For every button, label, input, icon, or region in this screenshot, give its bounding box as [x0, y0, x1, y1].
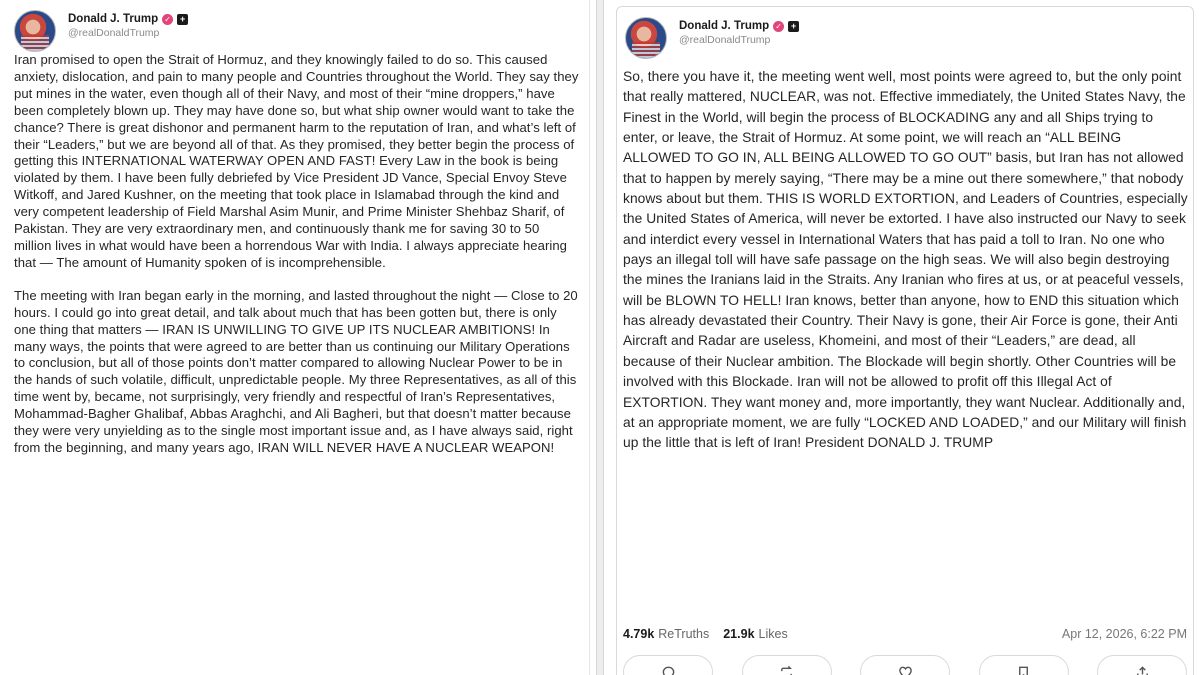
like-button[interactable] — [860, 655, 950, 675]
author-handle[interactable]: @realDonaldTrump — [679, 34, 771, 46]
share-button[interactable] — [1097, 655, 1187, 675]
plus-badge-icon: + — [177, 14, 188, 25]
post-paragraph: So, there you have it, the meeting went well, most points were agreed to, but the only point that really mattered, NUCLEAR, was not. Effective immediately, the United States Navy, the Finest in the World, will begin the process of BLOCKADING any and all Ships trying to enter, or leave, the Strait of Hormuz. At some point, we will reach an “ALL BEING ALLOWED TO GO IN, ALL BEING ALLOWED TO GO OUT” basis, but Iran has not allowed that to happen by merely saying, “There may be a mine out there somewhere,” that nobody knows about but them. THIS IS WORLD EXTORTION, and Leaders of Countries, especially the United States of America, will never be extorted. I have also instructed our Navy to seek and interdict every vessel in International Waters that has paid a toll to Iran. No one who pays an illegal toll will have safe passage on the high seas. We will also begin destroying the mines the Iranians laid in the Straits. Any Iranian who fires at us, or at peaceful vessels, will be BLOWN TO HELL! Iran knows, better than anyone, how to END this situation which has already devastated their Country. Their Navy is gone, their Air Force is gone, their Anti Aircraft and Radar are useless, Khomeini, and most of their “Leaders,” are dead, all because of their Nuclear ambition. The Blockade will begin shortly. Other Countries will be involved with this Blockade. Iran will not be allowed to profit off this Illegal Act of EXTORTION. They want money and, more importantly, they want Nuclear. Additionally and, at an appropriate moment, we are fully “LOCKED AND LOADED,” and our Military will finish up the little that is left of Iran! President DONALD J. TRUMP — [623, 69, 1188, 451]
likes-label[interactable]: Likes — [758, 627, 788, 641]
bookmark-button[interactable] — [979, 655, 1069, 675]
post-header — [14, 10, 188, 52]
heart-icon — [898, 665, 913, 675]
post-body — [623, 67, 1189, 454]
author-info — [679, 19, 799, 47]
reply-icon — [661, 665, 676, 675]
post-actions — [623, 655, 1187, 675]
verified-badge-icon: ✓ — [162, 14, 173, 25]
author-info — [68, 12, 188, 40]
post-timestamp[interactable]: Apr 12, 2026, 6:22 PM — [1061, 627, 1187, 641]
display-name-row — [68, 12, 188, 26]
verified-badge-icon: ✓ — [773, 21, 784, 32]
left-post — [0, 0, 590, 675]
retruth-button[interactable] — [742, 655, 832, 675]
avatar[interactable] — [625, 17, 667, 59]
reply-button[interactable] — [623, 655, 713, 675]
display-name-row — [679, 19, 799, 33]
post-paragraph: Iran promised to open the Strait of Hormuz, and they knowingly failed to do so. This caused anxiety, dislocation, and pain to many people and Countries throughout the World. They say they put mines in the water, even though all of their Navy, and most of their “mine droppers,” have been completely blown up. They may have done so, but what ship owner would want to take the chance? There is great dishonor and permanent harm to the reputation of Iran, and what’s left of their “Leaders,” but we are beyond all of that. As they promised, they better begin the process of getting this INTERNATIONAL WATERWAY OPEN AND FAST! Every Law in the book is being violated by them. I have been fully debriefed by Vice President JD Vance, Special Envoy Steve Witkoff, and Jared Kushner, on the meeting that took place in Islamabad through the kind and very competent leadership of Field Marshal Asim Munir, and Prime Minister Shehbaz Sharif, of Pakistan. They are very extraordinary men, and continuously thank me for saving 30 to 50 million lives in what would have been a horrendous War with India. I always appreciate hearing that — The amount of Humanity spoken of is incomprehensible. — [14, 52, 579, 270]
author-handle[interactable]: @realDonaldTrump — [68, 27, 160, 39]
post-body — [14, 52, 579, 457]
post-stats — [623, 627, 1187, 641]
retruths-count[interactable]: 4.79k — [623, 627, 655, 641]
display-name[interactable]: Donald J. Trump — [679, 20, 770, 32]
retruth-icon — [779, 665, 794, 675]
right-post — [616, 6, 1194, 675]
retruths-label[interactable]: ReTruths — [658, 627, 710, 641]
bookmark-icon — [1016, 665, 1031, 675]
post-paragraph: The meeting with Iran began early in the morning, and lasted throughout the night — Close to 20 hours. I could go into great detail, and talk about much that has been gotten but, there is only one thing that matters — IRAN IS UNWILLING TO GIVE UP ITS NUCLEAR AMBITIONS! In many ways, the points that were agreed to are better than us continuing our Military Operations to conclusion, but all of those points don’t matter compared to allowing Nuclear Power to be in the hands of such volatile, difficult, unpredictable people. My three Representatives, as all of this time went by, became, not surprisingly, very friendly and respectful of Iran’s Representatives, Mohammad-Bagher Ghalibaf, Abbas Araghchi, and Ali Bagheri, but that doesn’t matter because they were very unyielding as to the single most important issue and, as I have always said, right from the beginning, and many years ago, IRAN WILL NEVER HAVE A NUCLEAR WEAPON! — [14, 287, 578, 455]
display-name[interactable]: Donald J. Trump — [68, 13, 159, 25]
post-header — [625, 17, 799, 59]
panel-divider — [596, 0, 604, 675]
share-icon — [1135, 665, 1150, 675]
avatar[interactable] — [14, 10, 56, 52]
plus-badge-icon: + — [788, 21, 799, 32]
likes-count[interactable]: 21.9k — [723, 627, 755, 641]
